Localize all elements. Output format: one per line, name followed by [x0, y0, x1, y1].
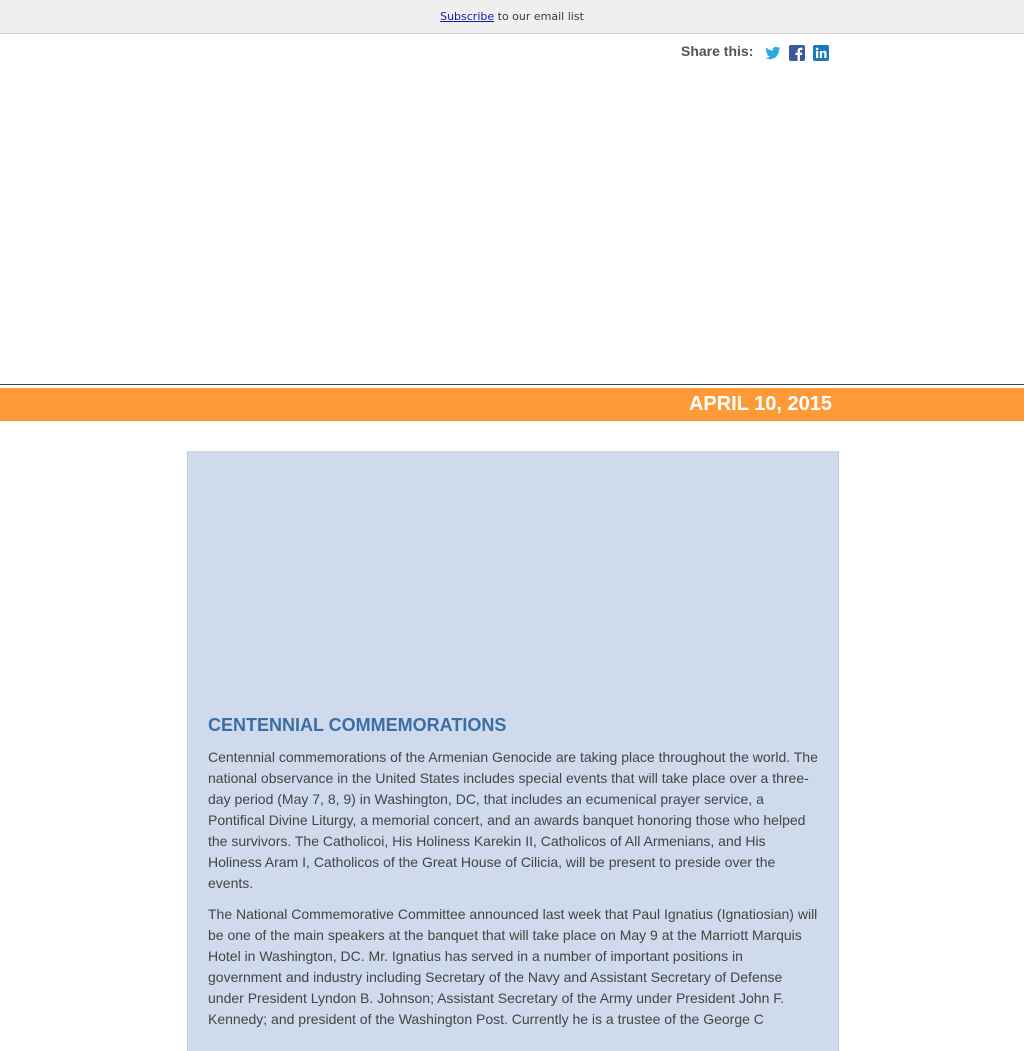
facebook-icon[interactable] [789, 45, 805, 61]
date-banner [0, 388, 1024, 421]
share-bar [681, 43, 837, 63]
linkedin-icon[interactable] [813, 45, 829, 61]
issue-date: APRIL 10, 2015 [688, 393, 832, 415]
subscribe-link[interactable]: Subscribe [440, 10, 495, 23]
header-divider [0, 384, 1024, 385]
subscribe-suffix: to our email list [494, 10, 584, 23]
article-paragraph-2: The National Commemorative Committee announced last week that Paul Ignatius (Ignatiosian) will be one of the main speakers at the banquet that will take place on May 9 at the Marriott Marquis Hotel in Washington, DC. Mr. Ignatius has served in a number of important positions in government and industry including Secretary of the Navy and Assistant Secretary of Defense under President Lyndon B. Johnson; Assistant Secretary of the Army under President John F. Kennedy; and president of the Washington Post. Currently he is a trustee of the George C [208, 906, 818, 1027]
article-paragraph-1: Centennial commemorations of the Armenian Genocide are taking place throughout the world. The national observance in the United States includes special events that will take place over a three-day period (May 7, 8, 9) in Washington, DC, that includes an ecumenical prayer service, a Pontifical Divine Liturgy, a memorial concert, and an awards banquet honoring those who helped the survivors. The Catholicoi, His Holiness Karekin II, Catholicos of All Armenians, and His Holiness Aram I, Catholicos of the Great House of Cilicia, will be present to preside over the events. [208, 749, 818, 891]
share-label: Share this: [681, 43, 754, 59]
article-title: CENTENNIAL COMMEMORATIONS [208, 715, 507, 735]
subscribe-bar [0, 0, 1024, 34]
twitter-icon[interactable] [765, 45, 781, 61]
article-panel [187, 451, 839, 1051]
